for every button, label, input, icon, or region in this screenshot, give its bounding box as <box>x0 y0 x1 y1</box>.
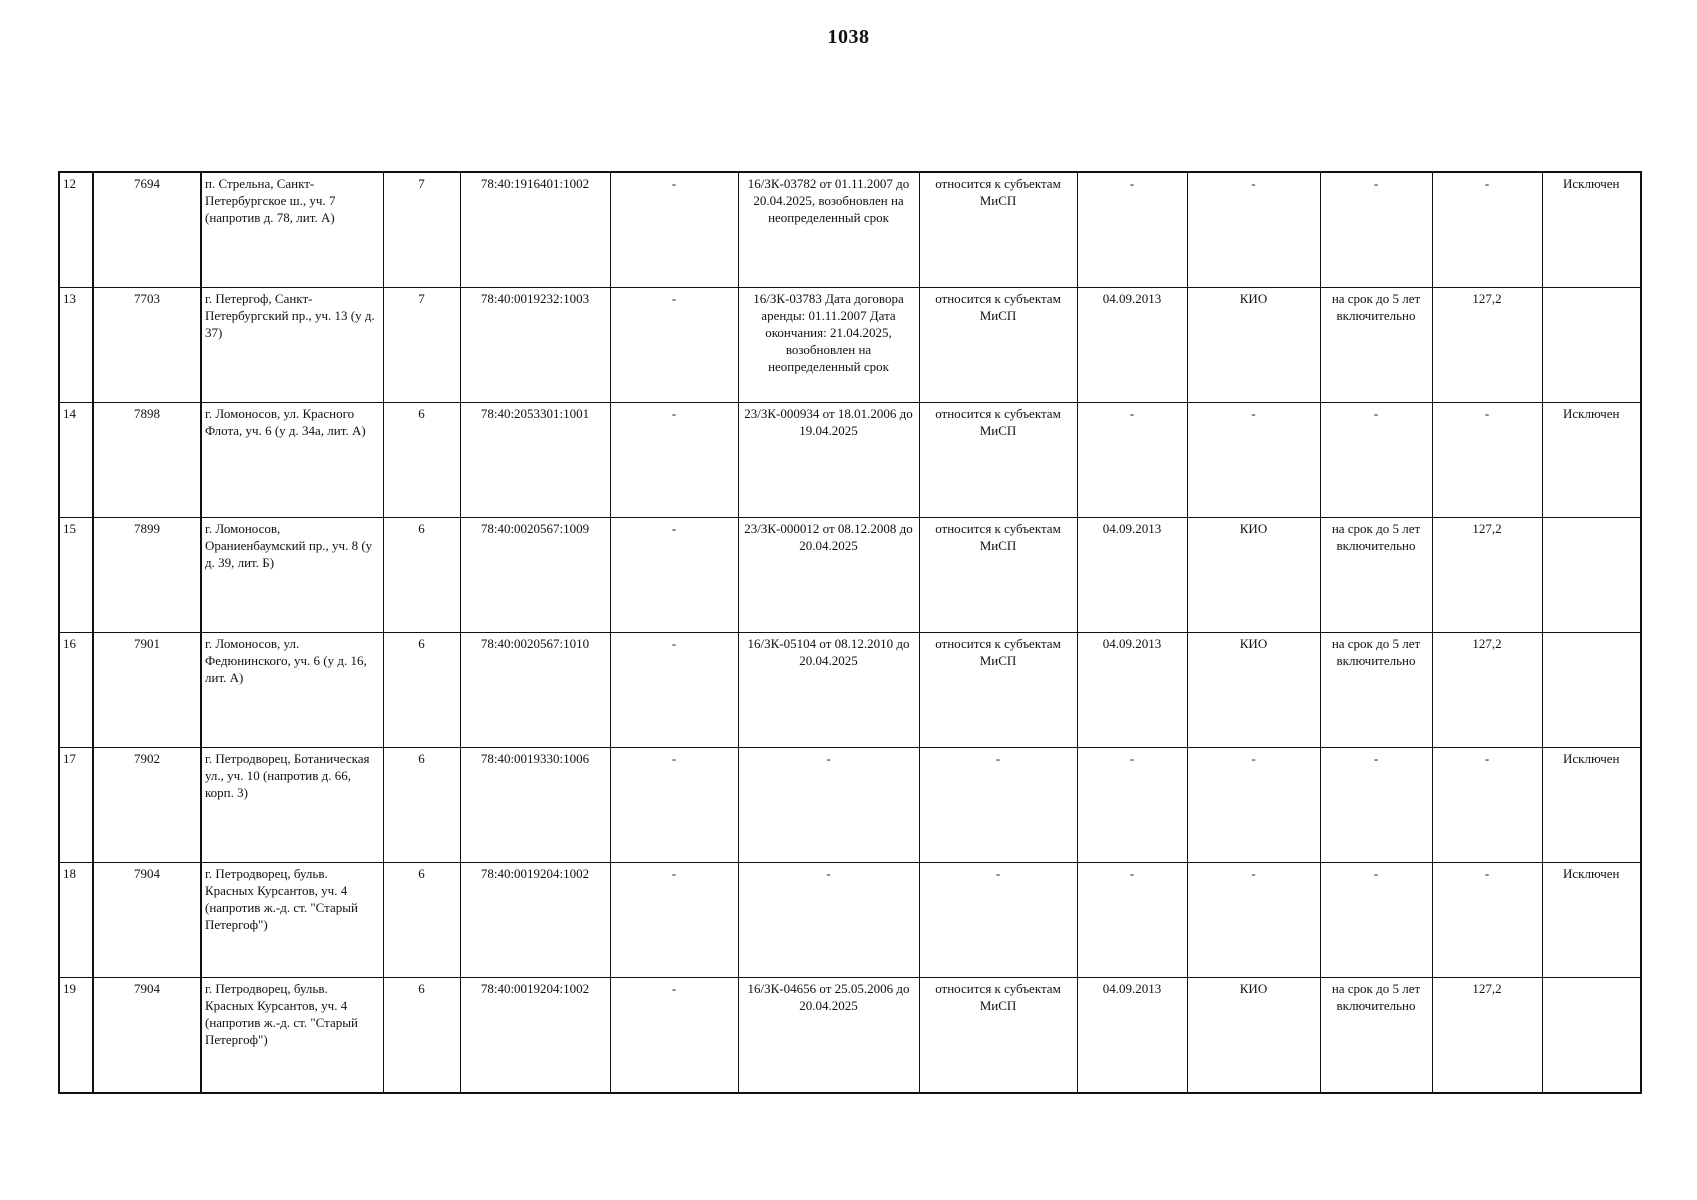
lease-contract-cell: 23/ЗК-000012 от 08.12.2008 до 20.04.2025 <box>738 518 919 633</box>
inclusion-date-cell: - <box>1077 863 1187 978</box>
lease-term-cell: - <box>1320 748 1432 863</box>
object-code-cell: 7898 <box>93 403 201 518</box>
object-code-cell: 7904 <box>93 978 201 1094</box>
row-number-cell: 18 <box>59 863 93 978</box>
cadastral-number-cell: 78:40:1916401:1002 <box>460 172 610 288</box>
object-code-cell: 7902 <box>93 748 201 863</box>
status-note-cell: Исключен <box>1542 863 1641 978</box>
address-cell: г. Петродворец, бульв. Красных Курсантов, уч. 4 (напротив ж.-д. ст. "Старый Петергоф") <box>201 863 383 978</box>
table-row <box>59 633 1641 748</box>
sme-status-cell: относится к субъектам МиСП <box>919 403 1077 518</box>
area-cell: 127,2 <box>1432 633 1542 748</box>
encumbrance-cell: - <box>610 288 738 403</box>
area-cell: - <box>1432 403 1542 518</box>
sme-status-cell: - <box>919 863 1077 978</box>
area-cell: - <box>1432 748 1542 863</box>
sme-status-cell: относится к субъектам МиСП <box>919 978 1077 1094</box>
status-note-cell: Исключен <box>1542 403 1641 518</box>
sme-status-cell: относится к субъектам МиСП <box>919 633 1077 748</box>
encumbrance-cell: - <box>610 748 738 863</box>
cadastral-number-cell: 78:40:0019204:1002 <box>460 978 610 1094</box>
table-row <box>59 863 1641 978</box>
object-code-cell: 7703 <box>93 288 201 403</box>
row-number-cell: 19 <box>59 978 93 1094</box>
lease-term-cell: - <box>1320 172 1432 288</box>
cadastral-number-cell: 78:40:2053301:1001 <box>460 403 610 518</box>
address-cell: п. Стрельна, Санкт-Петербургское ш., уч. 7 (напротив д. 78, лит. А) <box>201 172 383 288</box>
address-cell: г. Ломоносов, ул. Красного Флота, уч. 6 (у д. 34а, лит. А) <box>201 403 383 518</box>
row-number-cell: 14 <box>59 403 93 518</box>
lease-term-cell: на срок до 5 лет включительно <box>1320 978 1432 1094</box>
sme-status-cell: относится к субъектам МиСП <box>919 518 1077 633</box>
page-number: 1038 <box>827 26 870 48</box>
lease-term-cell: на срок до 5 лет включительно <box>1320 633 1432 748</box>
inclusion-date-cell: 04.09.2013 <box>1077 518 1187 633</box>
inclusion-date-cell: 04.09.2013 <box>1077 288 1187 403</box>
lease-term-cell: на срок до 5 лет включительно <box>1320 288 1432 403</box>
lease-contract-cell: 23/ЗК-000934 от 18.01.2006 до 19.04.2025 <box>738 403 919 518</box>
inclusion-date-cell: - <box>1077 748 1187 863</box>
lease-contract-cell: - <box>738 748 919 863</box>
status-note-cell <box>1542 518 1641 633</box>
area-cell: 127,2 <box>1432 978 1542 1094</box>
lease-term-cell: - <box>1320 863 1432 978</box>
address-cell: г. Петергоф, Санкт-Петербургский пр., уч. 13 (у д. 37) <box>201 288 383 403</box>
district-cell: 7 <box>383 288 460 403</box>
district-cell: 6 <box>383 633 460 748</box>
inclusion-date-cell: - <box>1077 172 1187 288</box>
object-code-cell: 7694 <box>93 172 201 288</box>
inclusion-date-cell: 04.09.2013 <box>1077 978 1187 1094</box>
sme-status-cell: - <box>919 748 1077 863</box>
cadastral-number-cell: 78:40:0019204:1002 <box>460 863 610 978</box>
sme-status-cell: относится к субъектам МиСП <box>919 172 1077 288</box>
lease-contract-cell: 16/ЗК-05104 от 08.12.2010 до 20.04.2025 <box>738 633 919 748</box>
table-body <box>59 172 1641 1093</box>
table-row <box>59 978 1641 1094</box>
object-code-cell: 7904 <box>93 863 201 978</box>
address-cell: г. Петродворец, Ботаническая ул., уч. 10 (напротив д. 66, корп. 3) <box>201 748 383 863</box>
area-cell: - <box>1432 863 1542 978</box>
area-cell: - <box>1432 172 1542 288</box>
status-note-cell: Исключен <box>1542 748 1641 863</box>
authority-cell: - <box>1187 403 1320 518</box>
authority-cell: КИО <box>1187 518 1320 633</box>
encumbrance-cell: - <box>610 863 738 978</box>
table-row <box>59 403 1641 518</box>
district-cell: 6 <box>383 403 460 518</box>
district-cell: 7 <box>383 172 460 288</box>
cadastral-number-cell: 78:40:0020567:1009 <box>460 518 610 633</box>
table-row <box>59 518 1641 633</box>
lease-term-cell: - <box>1320 403 1432 518</box>
inclusion-date-cell: - <box>1077 403 1187 518</box>
row-number-cell: 16 <box>59 633 93 748</box>
encumbrance-cell: - <box>610 633 738 748</box>
inclusion-date-cell: 04.09.2013 <box>1077 633 1187 748</box>
encumbrance-cell: - <box>610 403 738 518</box>
object-code-cell: 7899 <box>93 518 201 633</box>
row-number-cell: 15 <box>59 518 93 633</box>
district-cell: 6 <box>383 978 460 1094</box>
authority-cell: КИО <box>1187 633 1320 748</box>
authority-cell: - <box>1187 863 1320 978</box>
object-code-cell: 7901 <box>93 633 201 748</box>
status-note-cell <box>1542 978 1641 1094</box>
authority-cell: КИО <box>1187 978 1320 1094</box>
address-cell: г. Петродворец, бульв. Красных Курсантов, уч. 4 (напротив ж.-д. ст. "Старый Петергоф") <box>201 978 383 1094</box>
area-cell: 127,2 <box>1432 518 1542 633</box>
authority-cell: - <box>1187 748 1320 863</box>
address-cell: г. Ломоносов, Ораниенбаумский пр., уч. 8 (у д. 39, лит. Б) <box>201 518 383 633</box>
cadastral-number-cell: 78:40:0019232:1003 <box>460 288 610 403</box>
status-note-cell: Исключен <box>1542 172 1641 288</box>
encumbrance-cell: - <box>610 518 738 633</box>
encumbrance-cell: - <box>610 978 738 1094</box>
table-row <box>59 748 1641 863</box>
registry-table <box>58 171 1642 1094</box>
row-number-cell: 12 <box>59 172 93 288</box>
address-cell: г. Ломоносов, ул. Федюнинского, уч. 6 (у д. 16, лит. А) <box>201 633 383 748</box>
district-cell: 6 <box>383 518 460 633</box>
lease-contract-cell: 16/ЗК-03783 Дата договора аренды: 01.11.2007 Дата окончания: 21.04.2025, возобновлен на неопределенный срок <box>738 288 919 403</box>
table-row <box>59 288 1641 403</box>
sme-status-cell: относится к субъектам МиСП <box>919 288 1077 403</box>
area-cell: 127,2 <box>1432 288 1542 403</box>
row-number-cell: 13 <box>59 288 93 403</box>
district-cell: 6 <box>383 863 460 978</box>
cadastral-number-cell: 78:40:0019330:1006 <box>460 748 610 863</box>
encumbrance-cell: - <box>610 172 738 288</box>
authority-cell: - <box>1187 172 1320 288</box>
lease-term-cell: на срок до 5 лет включительно <box>1320 518 1432 633</box>
table-row <box>59 172 1641 288</box>
cadastral-number-cell: 78:40:0020567:1010 <box>460 633 610 748</box>
lease-contract-cell: - <box>738 863 919 978</box>
status-note-cell <box>1542 288 1641 403</box>
status-note-cell <box>1542 633 1641 748</box>
lease-contract-cell: 16/ЗК-03782 от 01.11.2007 до 20.04.2025, возобновлен на неопределенный срок <box>738 172 919 288</box>
authority-cell: КИО <box>1187 288 1320 403</box>
lease-contract-cell: 16/ЗК-04656 от 25.05.2006 до 20.04.2025 <box>738 978 919 1094</box>
district-cell: 6 <box>383 748 460 863</box>
row-number-cell: 17 <box>59 748 93 863</box>
